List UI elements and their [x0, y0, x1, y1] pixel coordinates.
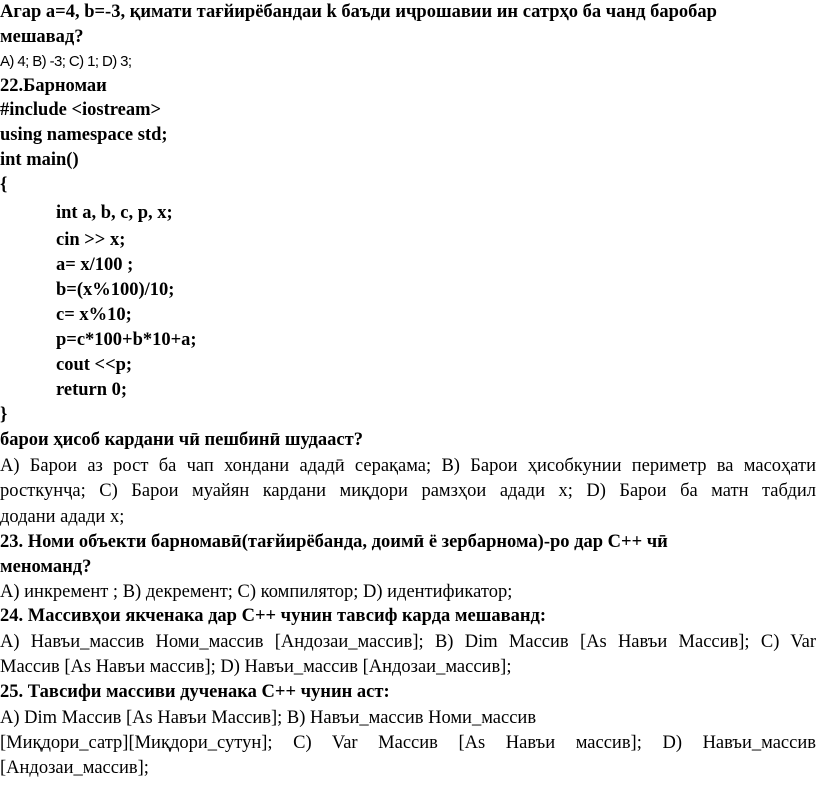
q21-question-line1: Агар a=4, b=-3, қимати тағйирёбандаи k баъди иҷрошавии ин сатрҳо ба чанд баробар	[0, 2, 717, 22]
q25-answers-line1: A) Dim Массив [As Навъи Массив]; B) Навъи_массив Номи_массив	[0, 708, 537, 728]
q25-answers-line2: [Миқдори_сатр][Миқдори_сутун]; C) Var Массив [As Навъи массив]; D) Навъи_массив	[0, 733, 816, 753]
q24-answers-line2: Массив [As Навъи массив]; D) Навъи_массив [Андозаи_массив];	[0, 657, 512, 677]
code-a-assign: a= x/100 ;	[56, 255, 134, 275]
code-b-assign: b=(x%100)/10;	[56, 280, 175, 300]
code-open-brace: {	[0, 175, 8, 195]
q22-question: барои ҳисоб кардани чӣ пешбинӣ шудааст?	[0, 430, 363, 450]
q25-question: 25. Тавсифи массиви дученака C++ чунин аст:	[0, 682, 390, 702]
q23-question-line2: меноманд?	[0, 557, 92, 577]
q24-answers-line1: A) Навъи_массив Номи_массив [Андозаи_массив]; B) Dim Массив [As Навъи Массив]; C) Var	[0, 632, 816, 652]
q25-answers-line3: [Андозаи_массив];	[0, 758, 149, 778]
code-cin: cin >> x;	[56, 230, 126, 250]
code-main: int main()	[0, 150, 79, 170]
code-return: return 0;	[56, 380, 128, 400]
q22-answers-line1: A) Барои аз рост ба чап хондани ададӣ серақама; B) Барои ҳисобкунии периметр ва масоҳати	[0, 456, 816, 476]
code-p-assign: p=c*100+b*10+a;	[56, 330, 197, 350]
q23-answers: A) инкремент ; B) декремент; C) компилятор; D) идентификатор;	[0, 582, 513, 602]
code-c-assign: c= x%10;	[56, 305, 132, 325]
code-include: #include <iostream>	[0, 100, 162, 120]
q21-question-line2: мешавад?	[0, 27, 84, 47]
q21-answers: A) 4; B) -3; C) 1; D) 3;	[0, 53, 132, 70]
q22-answers-line2: росткунҷа; C) Барои муайян кардани миқдори рамзҳои адади x; D) Барои ба матн табдил	[0, 481, 816, 501]
code-close-brace: }	[0, 405, 8, 425]
q24-question: 24. Массивҳои якченака дар C++ чунин тавсиф карда мешаванд:	[0, 606, 547, 626]
code-using: using namespace std;	[0, 125, 168, 145]
q23-question-line1: 23. Номи объекти барномавӣ(тағйирёбанда, доимӣ ё зербарнома)-ро дар C++ чӣ	[0, 532, 668, 552]
code-decl: int a, b, c, p, x;	[56, 203, 173, 223]
code-cout: cout <<p;	[56, 355, 133, 375]
q22-title: 22.Барномаи	[0, 76, 107, 96]
q22-answers-line3: додани адади x;	[0, 507, 125, 527]
